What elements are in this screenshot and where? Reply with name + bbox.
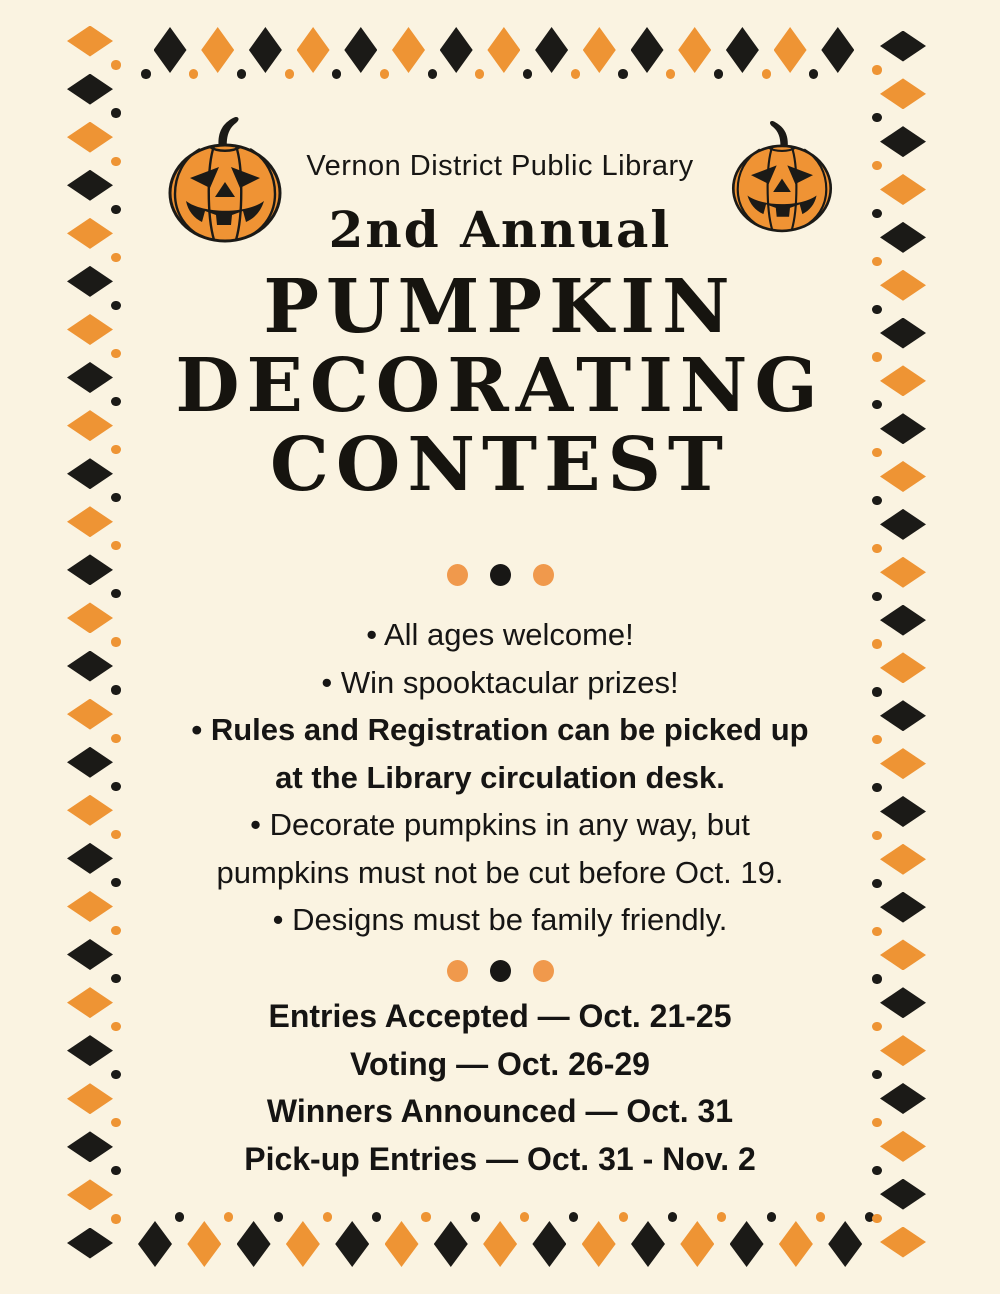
border-dot xyxy=(111,108,120,117)
schedule-item: Pick-up Entries — Oct. 31 - Nov. 2 xyxy=(244,1140,756,1177)
library-name: Vernon District Public Library xyxy=(306,150,694,182)
border-diamond xyxy=(880,78,926,109)
border-diamond xyxy=(344,27,377,73)
border-diamond xyxy=(583,27,616,73)
border-diamond xyxy=(67,651,113,682)
border-dot xyxy=(111,589,120,598)
separator-dot xyxy=(490,564,511,586)
border-dot xyxy=(285,69,294,78)
border-dot xyxy=(175,1212,184,1221)
border-dot xyxy=(668,1212,677,1221)
border-diamond xyxy=(67,699,113,730)
border-diamond xyxy=(582,1221,616,1267)
rule-item: • Designs must be family friendly. xyxy=(272,902,728,937)
border-diamond xyxy=(201,27,234,73)
border-diamond xyxy=(779,1221,813,1267)
border-diamond xyxy=(392,27,425,73)
title-line: DECORATING xyxy=(175,343,825,429)
border-diamond xyxy=(880,892,926,923)
separator-dot xyxy=(533,960,554,982)
border-dot xyxy=(767,1212,776,1221)
border-diamond xyxy=(730,1221,764,1267)
border-dot xyxy=(714,69,723,78)
border-dot xyxy=(872,592,881,601)
event-subtitle: 2nd Annual xyxy=(328,200,672,259)
border-diamond xyxy=(828,1221,862,1267)
border-diamond xyxy=(680,1221,714,1267)
border-diamond xyxy=(67,506,113,537)
border-dot xyxy=(762,69,771,78)
border-dot xyxy=(428,69,437,78)
border-diamond xyxy=(67,1179,113,1210)
border-dot xyxy=(111,541,120,550)
border-dot xyxy=(274,1212,283,1221)
border-diamond xyxy=(67,891,113,922)
border-diamond xyxy=(297,27,330,73)
border-diamond xyxy=(67,747,113,778)
border-dot xyxy=(332,69,341,78)
separator-dot xyxy=(533,564,554,586)
border-dot xyxy=(717,1212,726,1221)
rule-item: pumpkins must not be cut before Oct. 19. xyxy=(216,854,784,890)
border-diamond xyxy=(249,27,282,73)
border-diamond xyxy=(726,27,759,73)
border-diamond xyxy=(335,1221,369,1267)
border-diamond xyxy=(880,509,926,540)
rule-item: • Win spooktacular prizes! xyxy=(321,664,679,700)
border-diamond xyxy=(821,27,854,73)
event-title xyxy=(0,264,1000,508)
border-diamond xyxy=(67,1228,113,1259)
border-diamond xyxy=(631,1221,665,1267)
rules-list xyxy=(120,611,880,944)
border-diamond xyxy=(286,1221,320,1267)
border-dot xyxy=(111,1214,120,1223)
border-dot xyxy=(421,1212,430,1221)
border-dot xyxy=(323,1212,332,1221)
border-diamond xyxy=(187,1221,221,1267)
rule-item: at the Library circulation desk. xyxy=(275,759,725,795)
border-diamond xyxy=(385,1221,419,1267)
border-dot xyxy=(520,1212,529,1221)
border-dot xyxy=(666,69,675,78)
border-dot xyxy=(224,1212,233,1221)
border-diamond xyxy=(880,652,926,683)
dot-separator-bottom xyxy=(0,960,1000,982)
border-dot xyxy=(141,69,150,78)
border-diamond xyxy=(880,844,926,875)
dot-separator-top xyxy=(0,564,1000,586)
separator-dot xyxy=(447,564,468,586)
schedule-item: Winners Announced — Oct. 31 xyxy=(266,1093,734,1130)
border-dot xyxy=(380,69,389,78)
border-diamond xyxy=(67,122,113,153)
border-dot xyxy=(816,1212,825,1221)
schedule-item: Voting — Oct. 26-29 xyxy=(350,1045,650,1082)
border-diamond xyxy=(67,26,113,57)
border-diamond xyxy=(138,1221,172,1267)
border-dot xyxy=(872,1214,881,1223)
schedule-item: Entries Accepted — Oct. 21-25 xyxy=(268,998,732,1034)
border-diamond xyxy=(532,1221,566,1267)
border-diamond xyxy=(67,795,113,826)
border-dot xyxy=(111,60,120,69)
border-dot xyxy=(475,69,484,78)
border-dot xyxy=(618,69,627,78)
rule-item: • All ages welcome! xyxy=(366,617,634,652)
border-dot xyxy=(872,544,881,553)
separator-dot xyxy=(490,960,511,982)
border-dot xyxy=(569,1212,578,1221)
border-diamond xyxy=(67,843,113,874)
border-dot xyxy=(523,69,532,78)
border-dot xyxy=(471,1212,480,1221)
border-dot xyxy=(619,1212,628,1221)
border-diamond xyxy=(880,1227,926,1258)
border-diamond xyxy=(483,1221,517,1267)
title-line: PUMPKIN xyxy=(263,264,737,350)
border-diamond xyxy=(880,700,926,731)
border-dot xyxy=(372,1212,381,1221)
border-diamond xyxy=(880,31,926,62)
border-diamond xyxy=(487,27,520,73)
border-diamond xyxy=(678,27,711,73)
border-diamond xyxy=(880,796,926,827)
border-diamond xyxy=(237,1221,271,1267)
border-dot xyxy=(809,69,818,78)
border-dot xyxy=(872,113,881,122)
title-line: CONTEST xyxy=(270,422,730,508)
border-diamond xyxy=(440,27,473,73)
border-diamond xyxy=(154,27,187,73)
border-diamond xyxy=(67,74,113,105)
border-diamond xyxy=(631,27,664,73)
border-diamond xyxy=(880,748,926,779)
border-diamond xyxy=(535,27,568,73)
border-dot xyxy=(237,69,246,78)
border-dot xyxy=(872,65,881,74)
rule-item: • Decorate pumpkins in any way, but xyxy=(250,807,750,842)
border-dot xyxy=(571,69,580,78)
border-diamond xyxy=(774,27,807,73)
schedule-list xyxy=(100,993,900,1183)
border-diamond xyxy=(434,1221,468,1267)
rule-item: • Rules and Registration can be picked up xyxy=(191,712,809,747)
border-diamond xyxy=(880,605,926,636)
separator-dot xyxy=(447,960,468,982)
border-diamond xyxy=(67,602,113,633)
border-dot xyxy=(189,69,198,78)
